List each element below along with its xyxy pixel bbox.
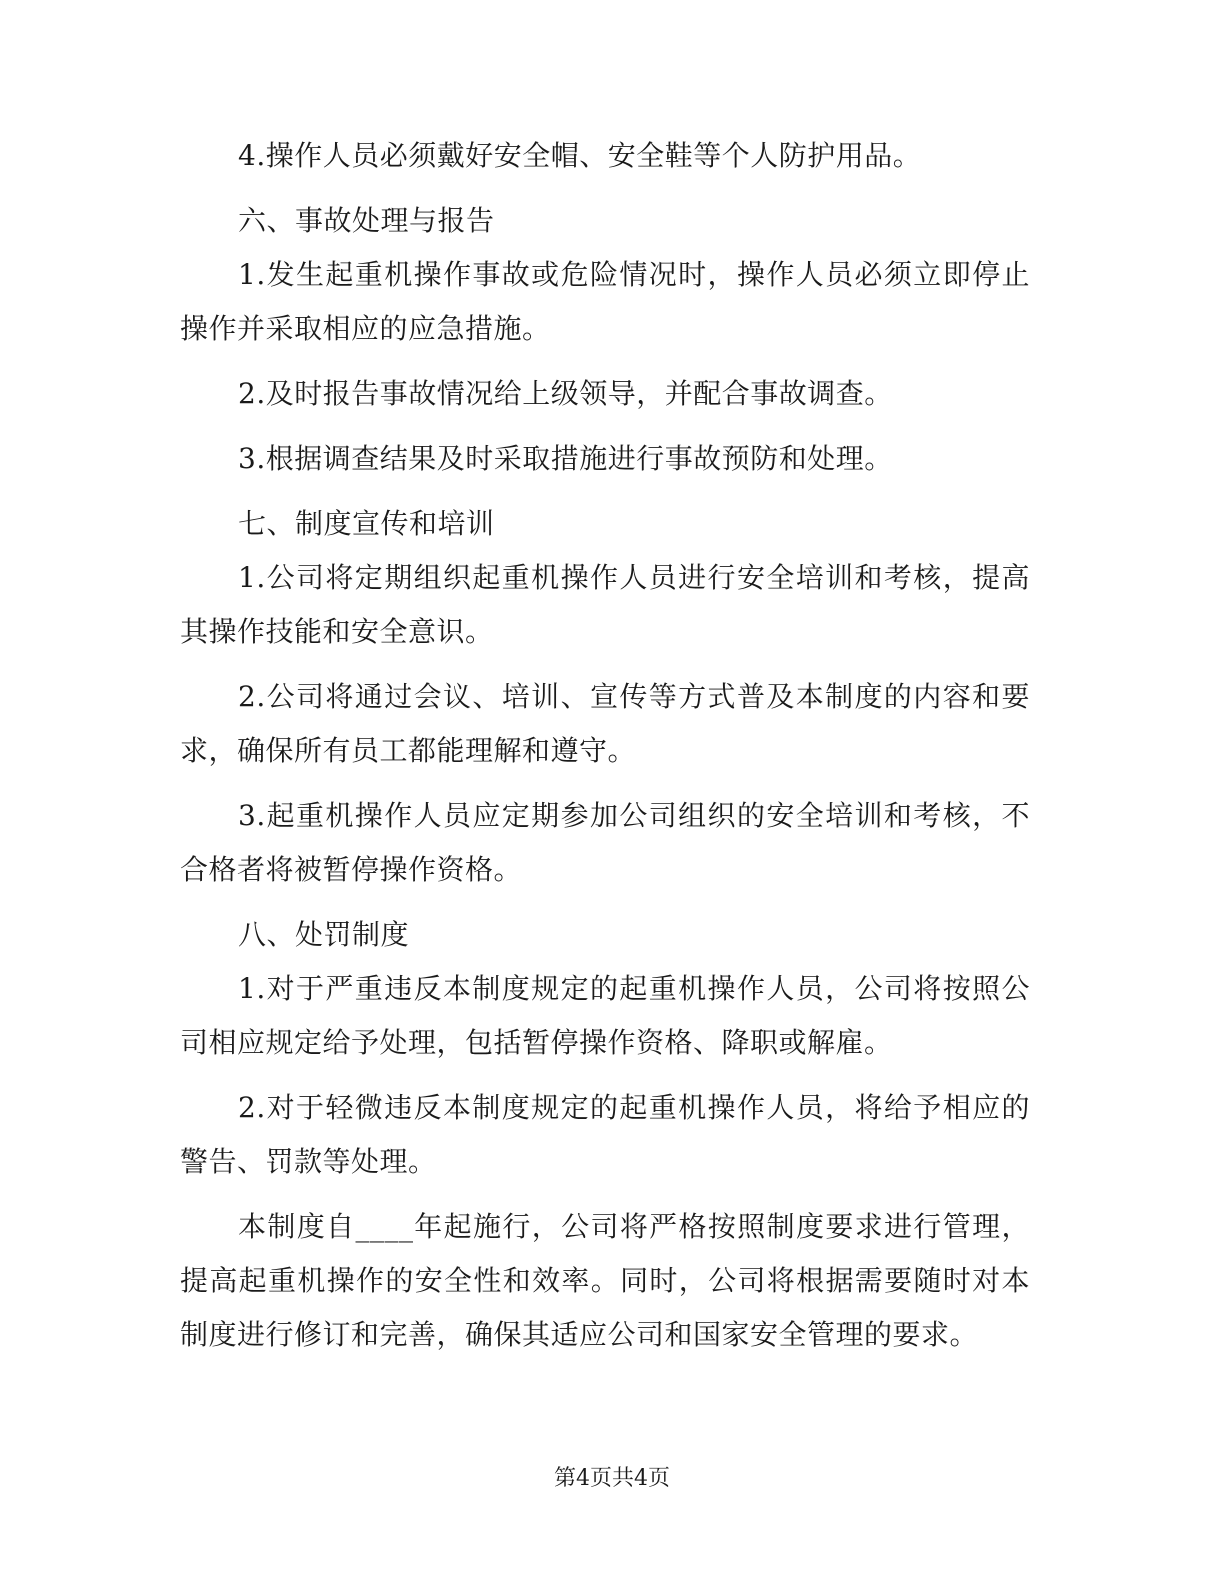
document-body — [180, 129, 1030, 1373]
paragraph-accident-2: 2.及时报告事故情况给上级领导，并配合事故调查。 — [238, 377, 893, 410]
section-heading-penalty: 八、处罚制度 — [238, 918, 410, 951]
paragraph-penalty-1: 1.对于严重违反本制度规定的起重机操作人员，公司将按照公司相应规定给予处理，包括暂停操作资格、降职或解雇。 — [180, 972, 1030, 1059]
section-heading-training: 七、制度宣传和培训 — [238, 507, 495, 540]
paragraph-accident-3: 3.根据调查结果及时采取措施进行事故预防和处理。 — [238, 442, 893, 475]
page-number-footer: 第4页共4页 — [554, 1466, 670, 1491]
paragraph-closing: 本制度自____年起施行，公司将严格按照制度要求进行管理，提高起重机操作的安全性和效率。同时，公司将根据需要随时对本制度进行修订和完善，确保其适应公司和国家安全管理的要求。 — [180, 1210, 1030, 1351]
paragraph-accident-1: 1.发生起重机操作事故或危险情况时，操作人员必须立即停止操作并采取相应的应急措施。 — [180, 258, 1030, 345]
paragraph-penalty-2: 2.对于轻微违反本制度规定的起重机操作人员，将给予相应的警告、罚款等处理。 — [180, 1091, 1030, 1178]
paragraph-item-4-ppe: 4.操作人员必须戴好安全帽、安全鞋等个人防护用品。 — [238, 139, 922, 172]
section-heading-accident-handling: 六、事故处理与报告 — [238, 204, 495, 237]
paragraph-training-1: 1.公司将定期组织起重机操作人员进行安全培训和考核，提高其操作技能和安全意识。 — [180, 561, 1030, 648]
paragraph-training-2: 2.公司将通过会议、培训、宣传等方式普及本制度的内容和要求，确保所有员工都能理解和遵守。 — [180, 680, 1030, 767]
paragraph-training-3: 3.起重机操作人员应定期参加公司组织的安全培训和考核，不合格者将被暂停操作资格。 — [180, 799, 1030, 886]
